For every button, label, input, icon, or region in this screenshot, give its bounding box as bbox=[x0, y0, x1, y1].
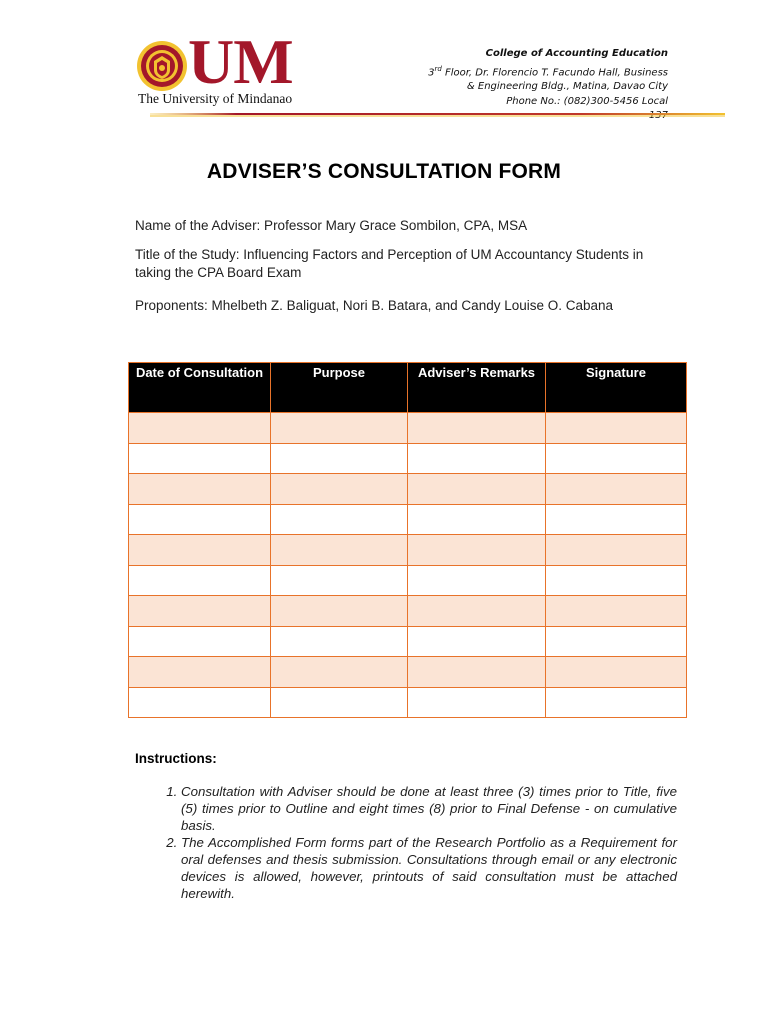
cell-remarks[interactable] bbox=[408, 474, 546, 505]
column-header-purpose: Purpose bbox=[271, 363, 408, 413]
table-row bbox=[129, 596, 687, 627]
table-row bbox=[129, 504, 687, 535]
floor-number: 3 bbox=[428, 66, 435, 78]
cell-date[interactable] bbox=[129, 687, 271, 718]
table-row bbox=[129, 535, 687, 566]
cell-date[interactable] bbox=[129, 474, 271, 505]
cell-date[interactable] bbox=[129, 565, 271, 596]
address-line-1-rest: Floor, Dr. Florencio T. Facundo Hall, Business bbox=[441, 66, 668, 78]
cell-remarks[interactable] bbox=[408, 626, 546, 657]
cell-date[interactable] bbox=[129, 657, 271, 688]
form-title: ADVISER’S CONSULTATION FORM bbox=[206, 160, 562, 183]
cell-purpose[interactable] bbox=[271, 474, 408, 505]
table-row bbox=[129, 657, 687, 688]
table-body bbox=[129, 413, 687, 718]
address-line-2: & Engineering Bldg., Matina, Davao City bbox=[466, 81, 668, 93]
cell-remarks[interactable] bbox=[408, 504, 546, 535]
cell-purpose[interactable] bbox=[271, 504, 408, 535]
cell-remarks[interactable] bbox=[408, 413, 546, 444]
table-row bbox=[129, 443, 687, 474]
cell-purpose[interactable] bbox=[271, 626, 408, 657]
cell-signature[interactable] bbox=[546, 474, 687, 505]
cell-signature[interactable] bbox=[546, 626, 687, 657]
university-name: The University of Mindanao bbox=[138, 91, 293, 106]
cell-signature[interactable] bbox=[546, 504, 687, 535]
cell-signature[interactable] bbox=[546, 596, 687, 627]
adviser-name: Name of the Adviser: Professor Mary Grace Sombilon, CPA, MSA bbox=[135, 218, 528, 233]
cell-date[interactable] bbox=[129, 504, 271, 535]
instruction-item: 2. The Accomplished Form forms part of the Research Portfolio as a Requirement for oral defenses and thesis submission. Consultations through email or any electronic devices is allowed, however, printouts of said consultation must be attached herewith. bbox=[181, 834, 677, 902]
college-name: College of Accounting Education bbox=[485, 48, 668, 59]
cell-remarks[interactable] bbox=[408, 443, 546, 474]
proponents: Proponents: Mhelbeth Z. Baliguat, Nori B. Batara, and Candy Louise O. Cabana bbox=[135, 298, 614, 313]
column-header-remarks: Adviser’s Remarks bbox=[408, 363, 546, 413]
floor-suffix: rd bbox=[434, 64, 442, 73]
header-divider bbox=[150, 113, 725, 117]
table-row bbox=[129, 413, 687, 444]
table-header-row bbox=[129, 363, 687, 413]
cell-signature[interactable] bbox=[546, 657, 687, 688]
cell-remarks[interactable] bbox=[408, 657, 546, 688]
cell-remarks[interactable] bbox=[408, 565, 546, 596]
instructions-list bbox=[135, 783, 677, 902]
cell-signature[interactable] bbox=[546, 443, 687, 474]
university-logo bbox=[136, 26, 316, 108]
cell-date[interactable] bbox=[129, 413, 271, 444]
cell-signature[interactable] bbox=[546, 687, 687, 718]
column-header-signature: Signature bbox=[546, 363, 687, 413]
cell-purpose[interactable] bbox=[271, 687, 408, 718]
cell-purpose[interactable] bbox=[271, 535, 408, 566]
consultation-table bbox=[128, 362, 687, 718]
cell-remarks[interactable] bbox=[408, 596, 546, 627]
table-row bbox=[129, 565, 687, 596]
table-row bbox=[129, 474, 687, 505]
letterhead bbox=[0, 0, 768, 125]
phone-number: Phone No.: (082)300-5456 Local bbox=[506, 95, 668, 107]
cell-remarks[interactable] bbox=[408, 535, 546, 566]
cell-remarks[interactable] bbox=[408, 687, 546, 718]
cell-purpose[interactable] bbox=[271, 443, 408, 474]
cell-purpose[interactable] bbox=[271, 657, 408, 688]
cell-date[interactable] bbox=[129, 626, 271, 657]
cell-signature[interactable] bbox=[546, 535, 687, 566]
column-header-date: Date of Consultation bbox=[129, 363, 271, 413]
cell-date[interactable] bbox=[129, 535, 271, 566]
cell-purpose[interactable] bbox=[271, 596, 408, 627]
university-seal-icon bbox=[136, 40, 188, 92]
table-row bbox=[129, 687, 687, 718]
instruction-item: 1. Consultation with Adviser should be done at least three (3) times prior to Title, five (5) times prior to Outline and eight times (8) prior to Final Defense - on cumulative basis. bbox=[181, 783, 677, 834]
cell-date[interactable] bbox=[129, 596, 271, 627]
address-line-1 bbox=[428, 62, 668, 81]
cell-signature[interactable] bbox=[546, 413, 687, 444]
table-row bbox=[129, 626, 687, 657]
cell-date[interactable] bbox=[129, 443, 271, 474]
logo-wordmark: UM bbox=[188, 26, 293, 97]
cell-purpose[interactable] bbox=[271, 565, 408, 596]
instructions-title: Instructions: bbox=[135, 751, 217, 766]
cell-purpose[interactable] bbox=[271, 413, 408, 444]
cell-signature[interactable] bbox=[546, 565, 687, 596]
study-title: Title of the Study: Influencing Factors and Perception of UM Accountancy Students in taking the CPA Board Exam bbox=[135, 247, 644, 280]
